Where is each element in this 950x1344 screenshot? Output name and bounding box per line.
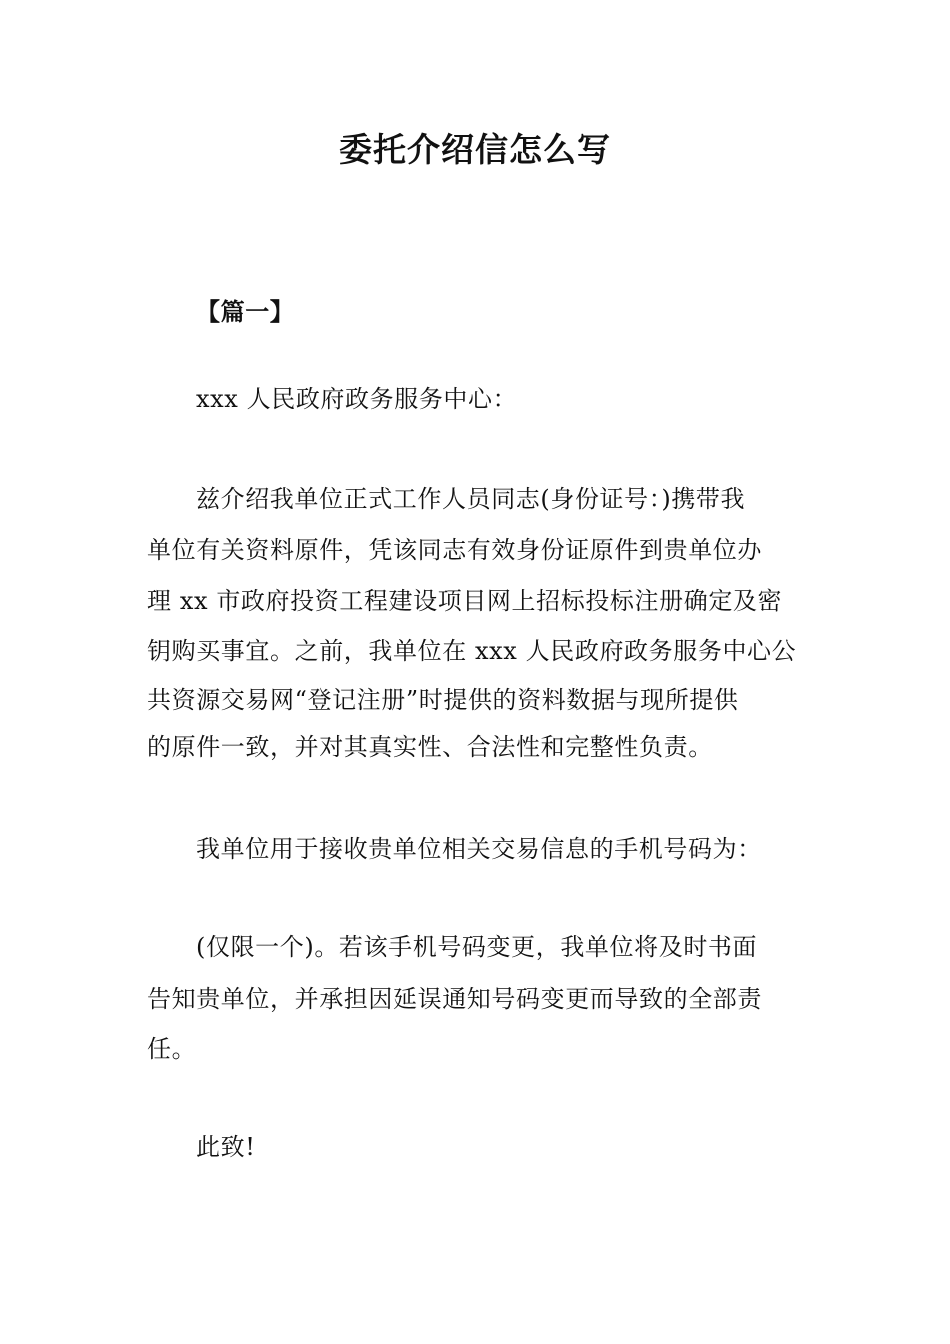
phone-paragraph: 我单位用于接收贵单位相关交易信息的手机号码为：	[196, 835, 762, 863]
paragraph-line: 单位有关资料原件，凭该同志有效身份证原件到贵单位办	[147, 536, 762, 564]
paragraph-line: 告知贵单位，并承担因延误通知号码变更而导致的全部责	[147, 985, 762, 1013]
salutation: xxx 人民政府政务服务中心：	[196, 385, 518, 413]
section-heading: 【篇一】	[196, 298, 295, 326]
paragraph-line: 任。	[147, 1035, 197, 1063]
closing: 此致!	[196, 1133, 256, 1161]
document-title: 委托介绍信怎么写	[339, 130, 611, 169]
paragraph-line: 共资源交易网“登记注册”时提供的资料数据与现所提供	[147, 686, 739, 714]
paragraph-line: 的原件一致，并对其真实性、合法性和完整性负责。	[147, 733, 713, 761]
paragraph-line: 理 xx 市政府投资工程建设项目网上招标投标注册确定及密	[147, 587, 783, 615]
paragraph-line: 钥购买事宜。之前，我单位在 xxx 人民政府政务服务中心公	[147, 637, 797, 665]
paragraph-line: (仅限一个)。若该手机号码变更，我单位将及时书面	[196, 933, 758, 961]
paragraph-line: 兹介绍我单位正式工作人员同志(身份证号：)携带我	[196, 485, 746, 513]
